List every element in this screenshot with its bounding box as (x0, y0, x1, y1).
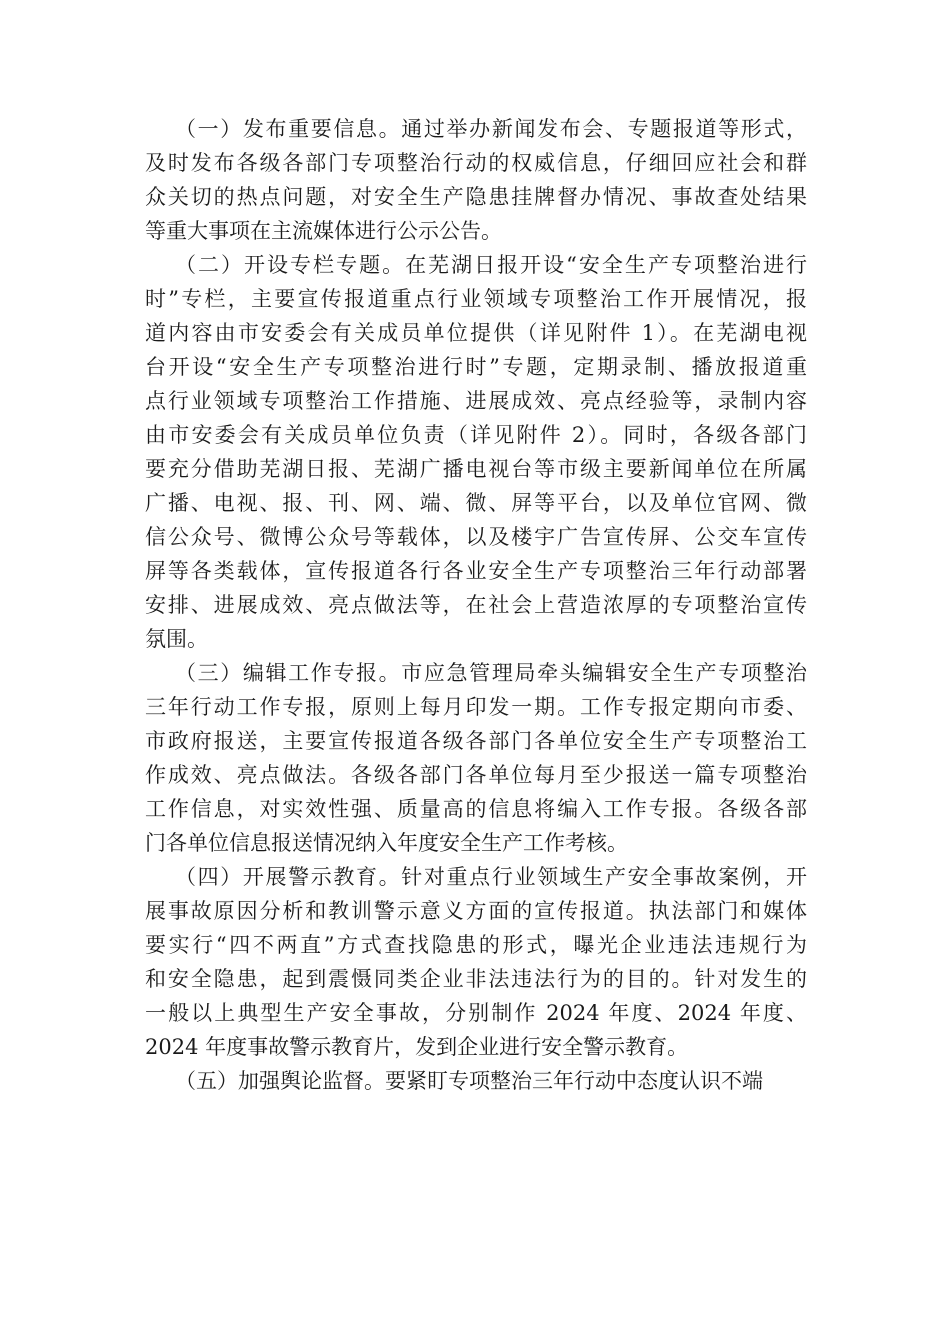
text-line: （五）加强舆论监督。要紧盯专项整治三年行动中态度认识不端 (175, 1069, 763, 1093)
text-line: 点行业领域专项整治工作措施、进展成效、亮点经验等，录制内容 (145, 389, 807, 413)
text-line: 信公众号、微博公众号等载体，以及楼宇广告宣传屏、公交车宣传 (145, 525, 807, 549)
text-line: 作成效、亮点做法。各级各部门各单位每月至少报送一篇专项整治 (145, 763, 807, 787)
text-line: 台开设“安全生产专项整治进行时”专题，定期录制、播放报道重 (145, 355, 807, 379)
text-line: 道内容由市安委会有关成员单位提供（详见附件 1）。在芜湖电视 (145, 321, 807, 345)
paragraph-column-topics (145, 248, 807, 656)
text-line: 安排、进展成效、亮点做法等，在社会上营造浓厚的专项整治宣传 (145, 593, 807, 617)
document-body (145, 112, 807, 1098)
text-line: （一）发布重要信息。通过举办新闻发布会、专题报道等形式， (175, 117, 807, 141)
text-line: 市政府报送，主要宣传报道各级各部门各单位安全生产专项整治工 (145, 729, 807, 753)
text-line: 展事故原因分析和教训警示意义方面的宣传报道。执法部门和媒体 (145, 899, 807, 923)
text-line: 等重大事项在主流媒体进行公示公告。 (145, 219, 502, 243)
text-line: （四）开展警示教育。针对重点行业领域生产安全事故案例，开 (175, 865, 807, 889)
text-line: 时”专栏，主要宣传报道重点行业领域专项整治工作开展情况，报 (145, 287, 807, 311)
text-line: 众关切的热点问题，对安全生产隐患挂牌督办情况、事故查处结果 (145, 185, 807, 209)
text-line: 一般以上典型生产安全事故，分别制作 2024 年度、2024 年度、 (145, 1001, 807, 1025)
text-line: 广播、电视、报、刊、网、端、微、屏等平台，以及单位官网、微 (145, 491, 807, 515)
text-line: 及时发布各级各部门专项整治行动的权威信息，仔细回应社会和群 (145, 151, 807, 175)
paragraph-publish-info (145, 112, 807, 248)
text-line: 屏等各类载体，宣传报道各行各业安全生产专项整治三年行动部署 (145, 559, 807, 583)
text-line: 三年行动工作专报，原则上每月印发一期。工作专报定期向市委、 (145, 695, 807, 719)
text-line: 2024 年度事故警示教育片，发到企业进行安全警示教育。 (145, 1035, 689, 1059)
text-line: 由市安委会有关成员单位负责（详见附件 2）。同时，各级各部门 (145, 423, 807, 447)
paragraph-warning-education (145, 860, 807, 1064)
text-line: 和安全隐患，起到震慑同类企业非法违法行为的目的。针对发生的 (145, 967, 807, 991)
paragraph-public-supervision (145, 1064, 807, 1098)
text-line: 工作信息，对实效性强、质量高的信息将编入工作专报。各级各部 (145, 797, 807, 821)
text-line: 要实行“四不两直”方式查找隐患的形式，曝光企业违法违规行为 (145, 933, 807, 957)
text-line: 要充分借助芜湖日报、芜湖广播电视台等市级主要新闻单位在所属 (145, 457, 807, 481)
paragraph-work-bulletin (145, 656, 807, 860)
text-line: 氛围。 (145, 627, 208, 651)
text-line: （三）编辑工作专报。市应急管理局牵头编辑安全生产专项整治 (175, 661, 807, 685)
text-line: （二）开设专栏专题。在芜湖日报开设“安全生产专项整治进行 (175, 253, 807, 277)
text-line: 门各单位信息报送情况纳入年度安全生产工作考核。 (145, 831, 628, 855)
